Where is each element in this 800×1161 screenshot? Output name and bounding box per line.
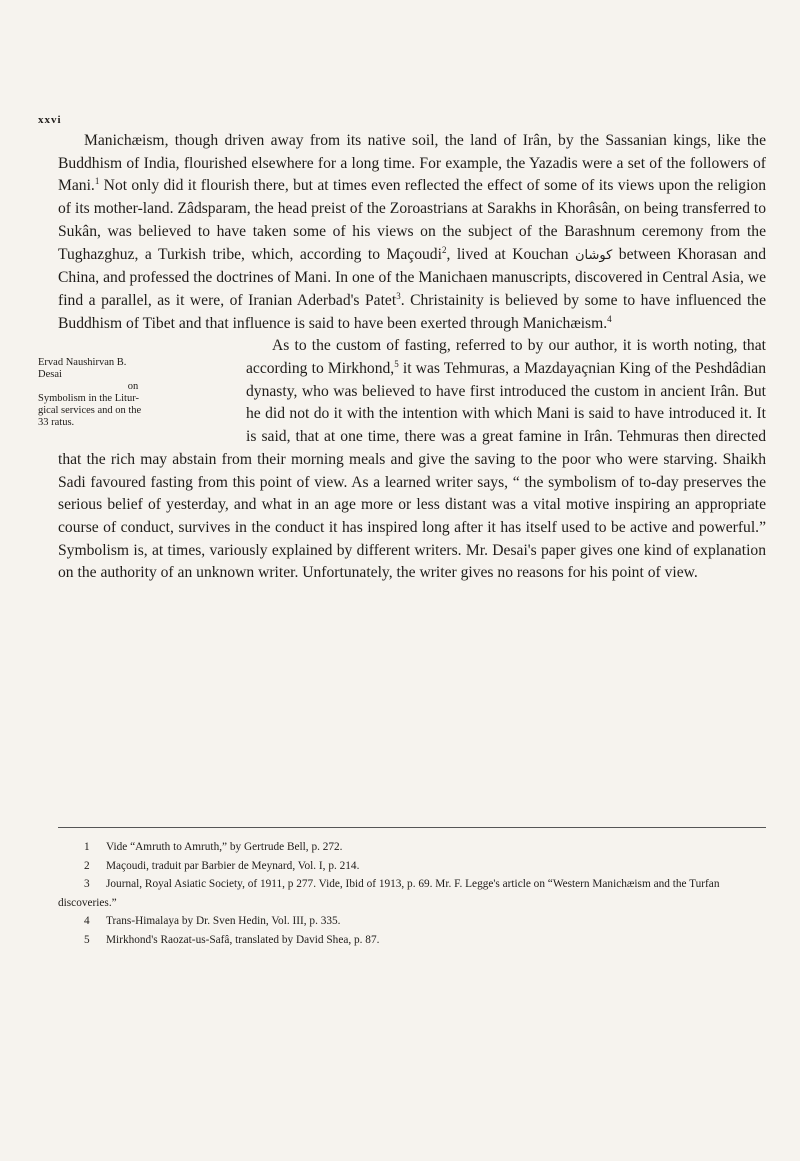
footnote-rule <box>58 827 766 828</box>
footnote-3: 3 Journal, Royal Asiatic Society, of 1911, p 277. Vide, Ibid of 1913, p. 69. Mr. F. Legge's article on “Western Manichæism and the Turfan discoveries.” <box>58 878 720 909</box>
paragraph-manichaeism: Manichæism, though driven away from its native soil, the land of Irân, by the Sassanian kings, like the Buddhism of India, flourished elsewhere for a long time. For example, the Yazadis were a set of the followers of Mani.$^1$ Not only did it flourish there, but at times even reflected the effect of some of its views upon the religion of its mother-land. Zâdsparam, the head preist of the Zoroastrians at Sarakhs in Khorâsân, on being transferred to Sukân, was believed to have taken some of his views on the subject of the Barashnum ceremony from the Tughazghuz, a Turkish tribe, which, according to Maçoudi$^2$, lived at Kouchan کوشان between Khorasan and China, and professed the doctrines of Mani. In one of the Manichaen manuscripts, discovered in Central Asia, we find a parallel, as it were, of Iranian Aderbad's Patet$^3$. Christainity is believed by some to have influenced the Buddhism of Tibet and that influence is said to have been exerted through Manichæism.$^4$ <box>58 132 766 332</box>
page-number: xxvi <box>38 114 62 126</box>
footnote-2: 2 Maçoudi, traduit par Barbier de Meynard, Vol. I, p. 214. <box>84 859 360 872</box>
footnotes <box>58 838 766 949</box>
body-text <box>38 130 766 585</box>
footnote-ref-5: 5 <box>394 358 399 369</box>
footnote-5: 5 Mirkhond's Raozat-us-Safâ, translated by David Shea, p. 87. <box>84 933 380 946</box>
margin-note: Ervad Naushirvan B. Desai on Symbolism in the Litur- gical services and on the 33 ratus. <box>38 357 142 429</box>
arabic-kouchan: کوشان <box>575 247 613 263</box>
footnote-ref-4: 4 <box>607 313 612 324</box>
footnote-4: 4 Trans-Himalaya by Dr. Sven Hedin, Vol. III, p. 335. <box>84 915 341 927</box>
footnote-ref-3: 3 <box>396 290 401 301</box>
paragraph-fasting: Ervad Naushirvan B. Desai on Symbolism in the Litur- gical services and on the 33 ratus. As to the custom of fasting, referred to by our author, it is worth noting, that according to Mirkhond,$^5$ it was Tehmuras, a Mazdayaçnian King of the Peshdâdian dynasty, who was believed to have first introduced the custom in ancient Irân. But he did not do it with the intention with which Mani is said to have introduced it. It is said, that at one time, there was a great famine in Irân. Tehmuras then directed that the rich may abstain from their morning meals and give the saving to the poor who were starving. Shaikh Sadi favoured fasting from this point of view. As a learned writer says, “ the symbolism of to-day preserves the serious belief of yesterday, and what in an age more or less distant was a vital motive inspiring an appropriate course of conduct, survives in the conduct it has inspired long after it has itself used to be active and powerful.” Symbolism is, at times, variously explained by different writers. Mr. Desai's paper gives one kind of explanation on the authority of an unknown writer. Unfortunately, the writer gives no reasons for his point of view. <box>38 337 766 582</box>
footnote-ref-2: 2 <box>441 244 447 255</box>
footnote-1: 1 Vide “Amruth to Amruth,” by Gertrude Bell, p. 272. <box>84 841 343 853</box>
footnote-ref-1: 1 <box>94 176 100 187</box>
